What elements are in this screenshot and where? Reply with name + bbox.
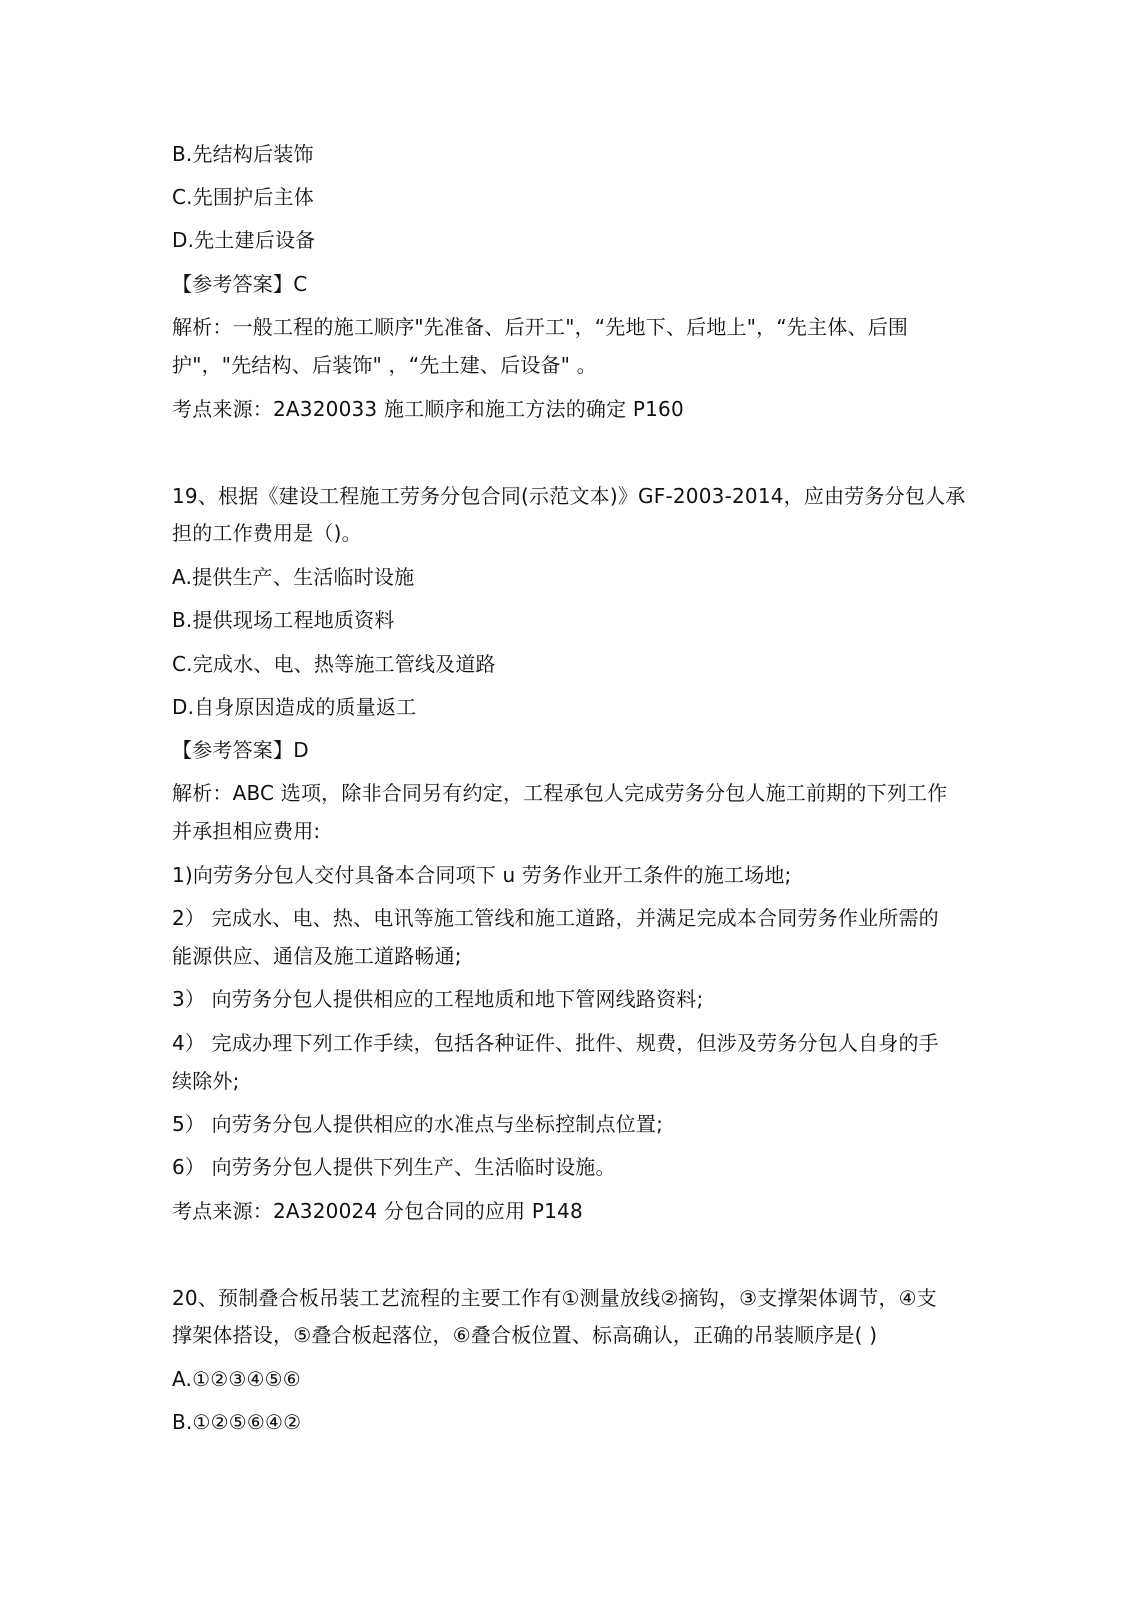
q20-stem-line1: 20、预制叠合板吊装工艺流程的主要工作有①测量放线②摘钩，③支撑架体调节，④支 xyxy=(172,1286,937,1310)
q19-source: 考点来源：2A320024 分包合同的应用 P148 xyxy=(172,1199,583,1223)
q19-item-1: 1)向劳务分包人交付具备本合同项下 u 劳务作业开工条件的施工场地; xyxy=(172,863,792,887)
q19-option-c: C.完成水、电、热等施工管线及道路 xyxy=(172,652,496,676)
q19-analysis-line2: 并承担相应费用: xyxy=(172,819,321,843)
q19-option-d: D.自身原因造成的质量返工 xyxy=(172,695,417,719)
q19-option-b: B.提供现场工程地质资料 xyxy=(172,608,395,632)
q20-option-b: B.①②⑤⑥④② xyxy=(172,1410,302,1434)
q19-item-3: 3） 向劳务分包人提供相应的工程地质和地下管网线路资料; xyxy=(172,987,704,1011)
q19-stem-line2: 担的工作费用是（)。 xyxy=(172,521,362,545)
q18-answer: 【参考答案】C xyxy=(172,272,308,296)
q18-option-c: C.先围护后主体 xyxy=(172,185,314,209)
q19-item-6: 6） 向劳务分包人提供下列生产、生活临时设施。 xyxy=(172,1155,616,1179)
q19-stem-line1: 19、根据《建设工程施工劳务分包合同(示范文本)》GF-2003-2014，应由劳务分包人承 xyxy=(172,484,966,508)
q19-answer: 【参考答案】D xyxy=(172,738,309,762)
q20-stem-line2: 撑架体搭设，⑤叠合板起落位，⑥叠合板位置、标高确认，正确的吊装顺序是( ) xyxy=(172,1323,878,1347)
q20-option-a: A.①②③④⑤⑥ xyxy=(172,1367,301,1391)
q18-source: 考点来源：2A320033 施工顺序和施工方法的确定 P160 xyxy=(172,397,684,421)
q19-analysis-line1: 解析：ABC 选项，除非合同另有约定，工程承包人完成劳务分包人施工前期的下列工作 xyxy=(172,781,948,805)
q19-item-4-line1: 4） 完成办理下列工作手续，包括各种证件、批件、规费，但涉及劳务分包人自身的手 xyxy=(172,1031,939,1055)
q18-analysis-line2: 护"，"先结构、后装饰" ，“先土建、后设备" 。 xyxy=(172,353,597,377)
q19-item-2-line2: 能源供应、通信及施工道路畅通; xyxy=(172,944,462,968)
q18-option-d: D.先土建后设备 xyxy=(172,228,316,252)
q19-option-a: A.提供生产、生活临时设施 xyxy=(172,565,415,589)
q19-item-4-line2: 续除外; xyxy=(172,1069,240,1093)
q18-option-b: B.先结构后装饰 xyxy=(172,142,314,166)
q19-item-2-line1: 2） 完成水、电、热、电讯等施工管线和施工道路，并满足完成本合同劳务作业所需的 xyxy=(172,906,939,930)
q19-item-5: 5） 向劳务分包人提供相应的水准点与坐标控制点位置; xyxy=(172,1112,664,1136)
q18-analysis-line1: 解析：一般工程的施工顺序"先准备、后开工"，“先地下、后地上"，“先主体、后围 xyxy=(172,315,909,339)
